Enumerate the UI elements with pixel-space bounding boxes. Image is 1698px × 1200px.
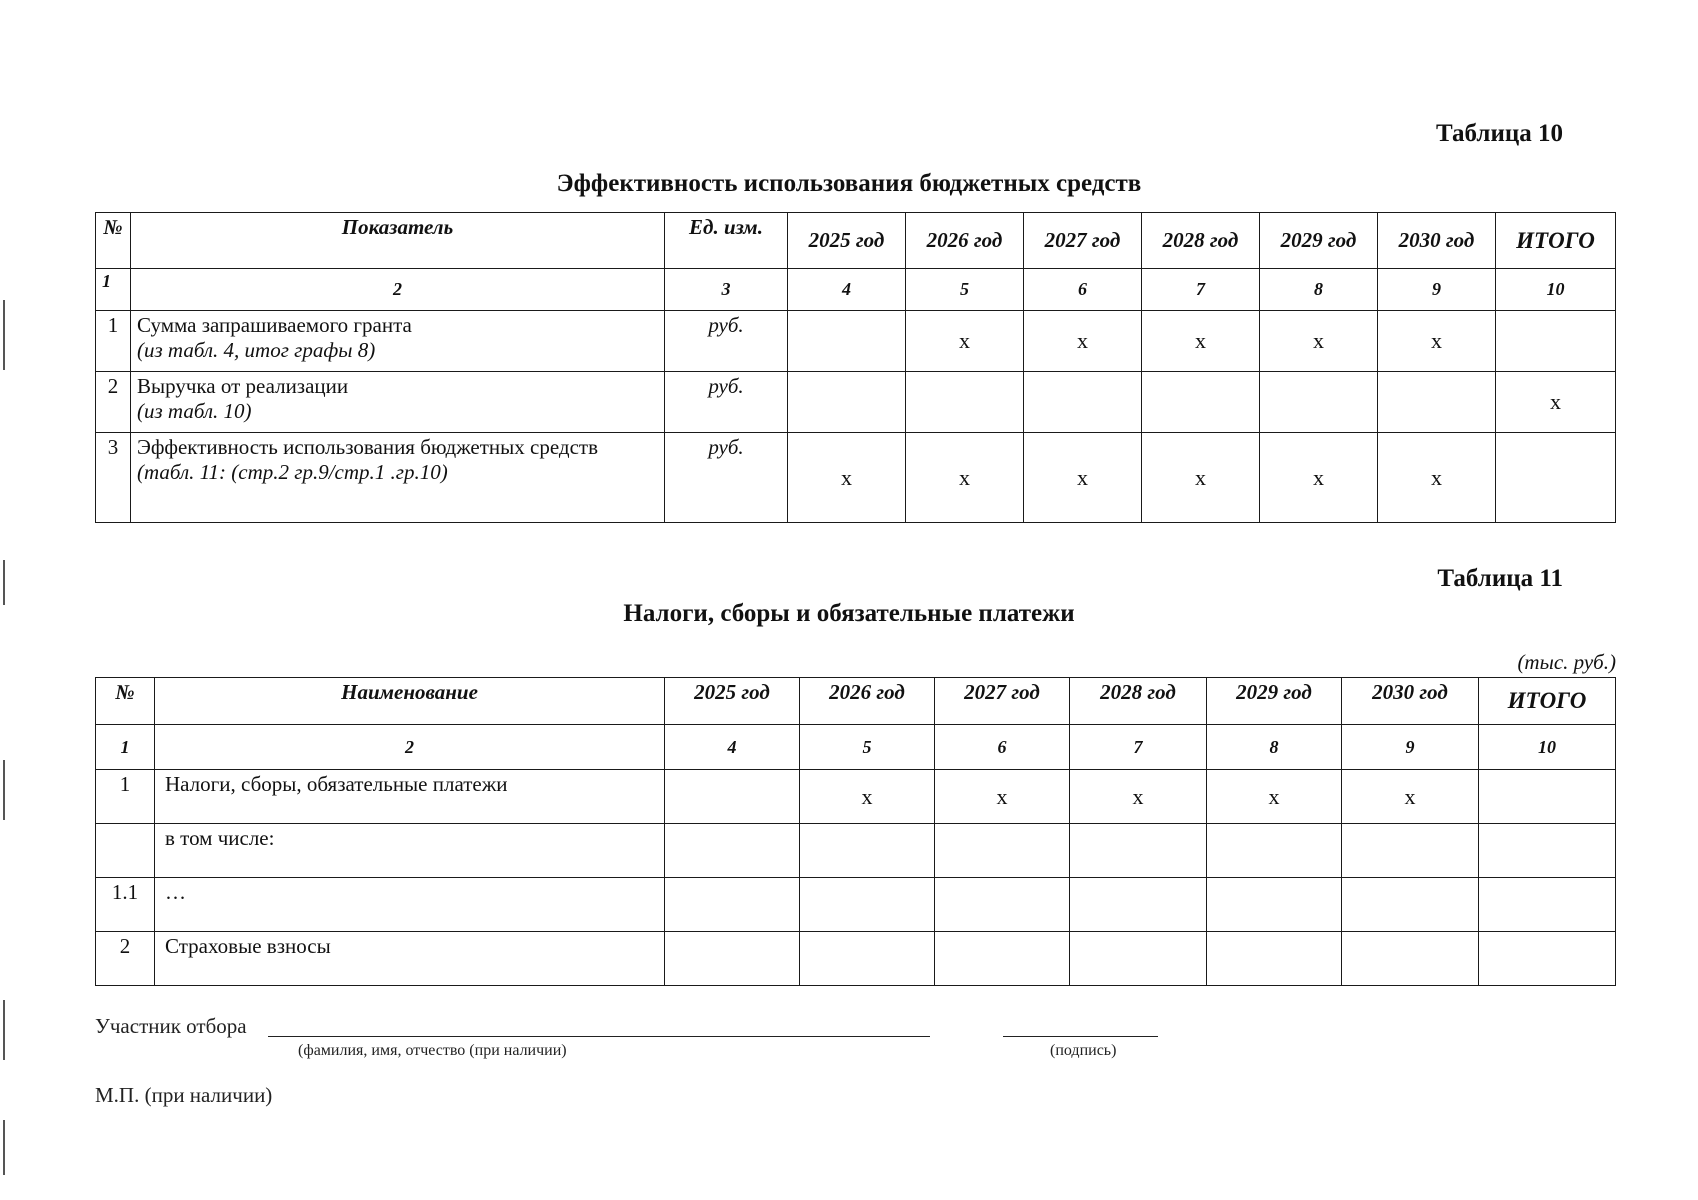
table11 [95, 677, 1616, 986]
column-number: 8 [1260, 269, 1378, 311]
column-number: 6 [935, 725, 1070, 770]
value-cell [935, 878, 1070, 932]
value-cell [800, 878, 935, 932]
value-cell [1496, 311, 1616, 372]
header-cell: 2026 год [906, 213, 1024, 269]
item-name: Страховые взносы [155, 932, 665, 986]
value-cell: x [800, 770, 935, 824]
indicator-cell [131, 311, 665, 372]
value-cell: x [935, 770, 1070, 824]
value-cell [665, 932, 800, 986]
item-name: в том числе: [155, 824, 665, 878]
value-cell [1207, 824, 1342, 878]
value-cell [1496, 433, 1616, 523]
table10 [95, 212, 1616, 523]
header-cell: 2025 год [665, 678, 800, 725]
column-number: 2 [155, 725, 665, 770]
indicator-note: (табл. 11: (стр.2 гр.9/стр.1 .гр.10) [137, 460, 448, 484]
item-name: … [155, 878, 665, 932]
table-row [96, 932, 1616, 986]
column-number: 5 [906, 269, 1024, 311]
indicator-name: Сумма запрашиваемого гранта [137, 313, 412, 337]
table-row [96, 878, 1616, 932]
header-cell: 2025 год [788, 213, 906, 269]
header-cell: 2028 год [1070, 678, 1207, 725]
header-cell: № [96, 678, 155, 725]
row-number: 1 [96, 311, 131, 372]
value-cell: x [1207, 770, 1342, 824]
value-cell [906, 372, 1024, 433]
column-number: 5 [800, 725, 935, 770]
value-cell [788, 311, 906, 372]
scan-edge-mark [3, 1000, 5, 1060]
row-number: 2 [96, 372, 131, 433]
indicator-note: (из табл. 10) [137, 399, 252, 423]
value-cell: x [1260, 433, 1378, 523]
column-number: 3 [665, 269, 788, 311]
value-cell [1070, 932, 1207, 986]
column-number: 4 [788, 269, 906, 311]
row-number: 2 [96, 932, 155, 986]
scan-edge-mark [3, 560, 5, 605]
fio-line [268, 1036, 930, 1037]
value-cell [935, 824, 1070, 878]
column-number: 9 [1342, 725, 1479, 770]
value-cell: x [1070, 770, 1207, 824]
value-cell [665, 770, 800, 824]
table10-column-numbers [96, 269, 1616, 311]
header-cell: 2030 год [1378, 213, 1496, 269]
header-cell: Ед. изм. [665, 213, 788, 269]
value-cell: x [1342, 770, 1479, 824]
table-row [96, 311, 1616, 372]
value-cell [800, 824, 935, 878]
indicator-cell [131, 433, 665, 523]
scan-edge-mark [3, 760, 5, 820]
participant-label: Участник отбора [95, 1014, 247, 1038]
table11-units: (тыс. руб.) [1517, 650, 1616, 674]
value-cell: x [788, 433, 906, 523]
value-cell [1378, 372, 1496, 433]
value-cell [788, 372, 906, 433]
value-cell: x [1024, 433, 1142, 523]
value-cell: x [1260, 311, 1378, 372]
column-number: 10 [1479, 725, 1616, 770]
unit-cell: руб. [665, 372, 788, 433]
indicator-name: Эффективность использования бюджетных средств [137, 435, 598, 459]
row-number: 1 [96, 770, 155, 824]
value-cell [1479, 878, 1616, 932]
indicator-note: (из табл. 4, итог графы 8) [137, 338, 376, 362]
value-cell: x [1378, 311, 1496, 372]
value-cell [1479, 824, 1616, 878]
table-row [96, 824, 1616, 878]
table11-header-row [96, 678, 1616, 725]
header-cell: Показатель [131, 213, 665, 269]
column-number: 9 [1378, 269, 1496, 311]
table-row [96, 372, 1616, 433]
value-cell: x [1142, 433, 1260, 523]
column-number: 6 [1024, 269, 1142, 311]
value-cell [935, 932, 1070, 986]
table11-label: Таблица 11 [1437, 565, 1563, 592]
indicator-name: Выручка от реализации [137, 374, 349, 398]
header-cell: 2027 год [935, 678, 1070, 725]
value-cell: x [906, 311, 1024, 372]
header-cell: 2029 год [1260, 213, 1378, 269]
column-number: 7 [1142, 269, 1260, 311]
value-cell: x [906, 433, 1024, 523]
header-cell: № [96, 213, 131, 269]
table10-header-row [96, 213, 1616, 269]
column-number: 7 [1070, 725, 1207, 770]
value-cell [1260, 372, 1378, 433]
value-cell [1024, 372, 1142, 433]
table10-label: Таблица 10 [1435, 120, 1563, 147]
table-row [96, 770, 1616, 824]
column-number: 10 [1496, 269, 1616, 311]
value-cell: x [1496, 372, 1616, 433]
signature-hint: (подпись) [1050, 1042, 1117, 1059]
row-number: 3 [96, 433, 131, 523]
scan-edge-mark [3, 1120, 5, 1175]
unit-cell: руб. [665, 433, 788, 523]
header-cell: Наименование [155, 678, 665, 725]
value-cell [665, 824, 800, 878]
value-cell [1207, 878, 1342, 932]
value-cell: x [1024, 311, 1142, 372]
fio-hint: (фамилия, имя, отчество (при наличии) [298, 1042, 567, 1059]
value-cell [1070, 824, 1207, 878]
item-name: Налоги, сборы, обязательные платежи [155, 770, 665, 824]
column-number: 8 [1207, 725, 1342, 770]
table11-title: Налоги, сборы и обязательные платежи [623, 600, 1075, 627]
value-cell [1342, 932, 1479, 986]
value-cell [1479, 932, 1616, 986]
row-number [96, 824, 155, 878]
header-cell: 2028 год [1142, 213, 1260, 269]
header-cell: 2029 год [1207, 678, 1342, 725]
header-cell: 2026 год [800, 678, 935, 725]
unit-cell: руб. [665, 311, 788, 372]
header-cell: ИТОГО [1496, 213, 1616, 269]
value-cell [1142, 372, 1260, 433]
row-number: 1.1 [96, 878, 155, 932]
column-number: 1 [96, 725, 155, 770]
signature-line [1003, 1036, 1158, 1037]
value-cell [1342, 878, 1479, 932]
value-cell [1479, 770, 1616, 824]
value-cell: x [1142, 311, 1260, 372]
header-cell: ИТОГО [1479, 678, 1616, 725]
stamp-label: М.П. (при наличии) [95, 1083, 273, 1107]
header-cell: 2027 год [1024, 213, 1142, 269]
value-cell [1342, 824, 1479, 878]
indicator-cell [131, 372, 665, 433]
column-number: 1 [96, 269, 131, 311]
value-cell [1070, 878, 1207, 932]
column-number: 2 [131, 269, 665, 311]
table11-column-numbers [96, 725, 1616, 770]
table10-title: Эффективность использования бюджетных средств [556, 170, 1142, 197]
column-number: 4 [665, 725, 800, 770]
header-cell: 2030 год [1342, 678, 1479, 725]
value-cell [665, 878, 800, 932]
value-cell: x [1378, 433, 1496, 523]
table-row [96, 433, 1616, 523]
value-cell [1207, 932, 1342, 986]
scan-edge-mark [3, 300, 5, 370]
value-cell [800, 932, 935, 986]
